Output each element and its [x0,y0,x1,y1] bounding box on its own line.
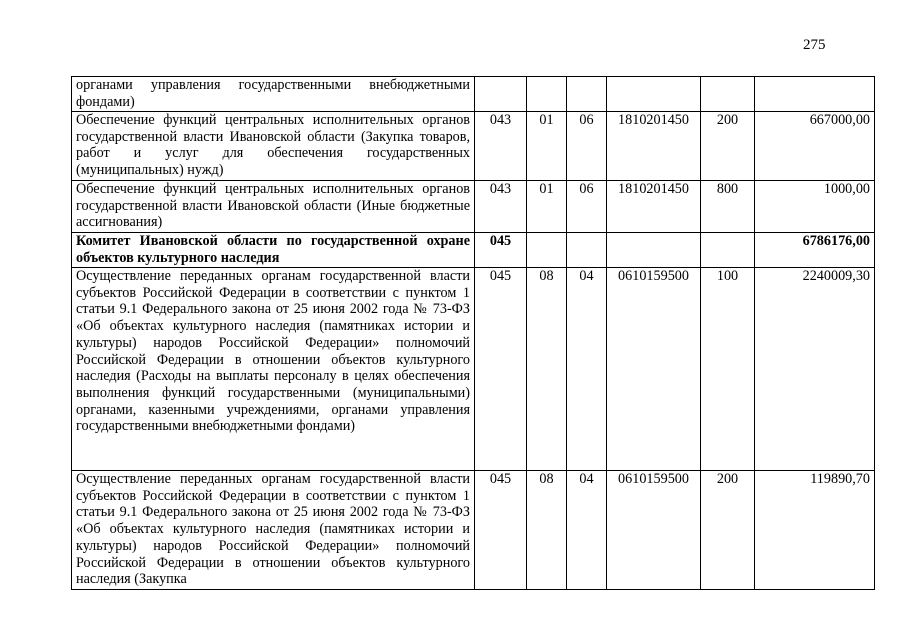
expense-type-cell: 200 [701,112,755,181]
amount-cell: 119890,70 [755,471,875,590]
table-row [72,77,875,112]
table-row [72,181,875,233]
row-description: Обеспечение функций центральных исполнительных органов государственной власти Ивановской области (Иные бюджетные ассигнования) [72,181,475,233]
ministry-code-cell: 045 [475,268,527,471]
section-code-cell [527,233,567,268]
amount-cell: 6786176,00 [755,233,875,268]
expense-type-cell: 800 [701,181,755,233]
row-description: Осуществление переданных органам государственной власти субъектов Российской Федерации в соответствии с пунктом 1 статьи 9.1 Федерального закона от 25 июня 2002 года № 73-ФЗ «Об объектах культурного наследия (памятниках истории и культуры) народов Российской Федерации» полномочий Российской Федерации в отношении объектов культурного наследия (Закупка [72,471,475,590]
section-code-cell: 08 [527,471,567,590]
ministry-code-cell [475,77,527,112]
amount-cell: 667000,00 [755,112,875,181]
section-code-cell: 01 [527,112,567,181]
expense-type-cell [701,77,755,112]
ministry-code-cell: 045 [475,471,527,590]
ministry-code-cell: 045 [475,233,527,268]
expense-type-cell: 100 [701,268,755,471]
table-row [72,112,875,181]
target-article-cell [607,77,701,112]
row-description: Обеспечение функций центральных исполнительных органов государственной власти Ивановской области (Закупка товаров, работ и услуг для обеспечения государственных (муниципальных) нужд) [72,112,475,181]
page-number: 275 [803,37,826,53]
target-article-cell: 0610159500 [607,471,701,590]
amount-cell [755,77,875,112]
ministry-code-cell: 043 [475,181,527,233]
row-description: Осуществление переданных органам государственной власти субъектов Российской Федерации в соответствии с пунктом 1 статьи 9.1 Федерального закона от 25 июня 2002 года № 73-ФЗ «Об объектах культурного наследия (памятниках истории и культуры) народов Российской Федерации» полномочий Российской Федерации в отношении объектов культурного наследия (Расходы на выплаты персоналу в целях обеспечения выполнения функций государственными (муниципальными) органами, казенными учреждениями, органами управления государственными внебюджетными фондами) [72,268,475,471]
amount-cell: 1000,00 [755,181,875,233]
ministry-code-cell: 043 [475,112,527,181]
row-description: Комитет Ивановской области по государственной охране объектов культурного наследия [72,233,475,268]
section-code-cell: 01 [527,181,567,233]
expense-type-cell: 200 [701,471,755,590]
subsection-code-cell: 04 [567,268,607,471]
target-article-cell: 1810201450 [607,181,701,233]
expense-type-cell [701,233,755,268]
subsection-code-cell [567,77,607,112]
amount-cell: 2240009,30 [755,268,875,471]
section-code-cell [527,77,567,112]
table-row [72,233,875,268]
subsection-code-cell: 06 [567,181,607,233]
subsection-code-cell: 04 [567,471,607,590]
target-article-cell [607,233,701,268]
target-article-cell: 0610159500 [607,268,701,471]
row-description: органами управления государственными внебюджетными фондами) [72,77,475,112]
subsection-code-cell [567,233,607,268]
target-article-cell: 1810201450 [607,112,701,181]
table-row [72,268,875,471]
budget-table [71,76,875,590]
section-code-cell: 08 [527,268,567,471]
table-row [72,471,875,590]
subsection-code-cell: 06 [567,112,607,181]
